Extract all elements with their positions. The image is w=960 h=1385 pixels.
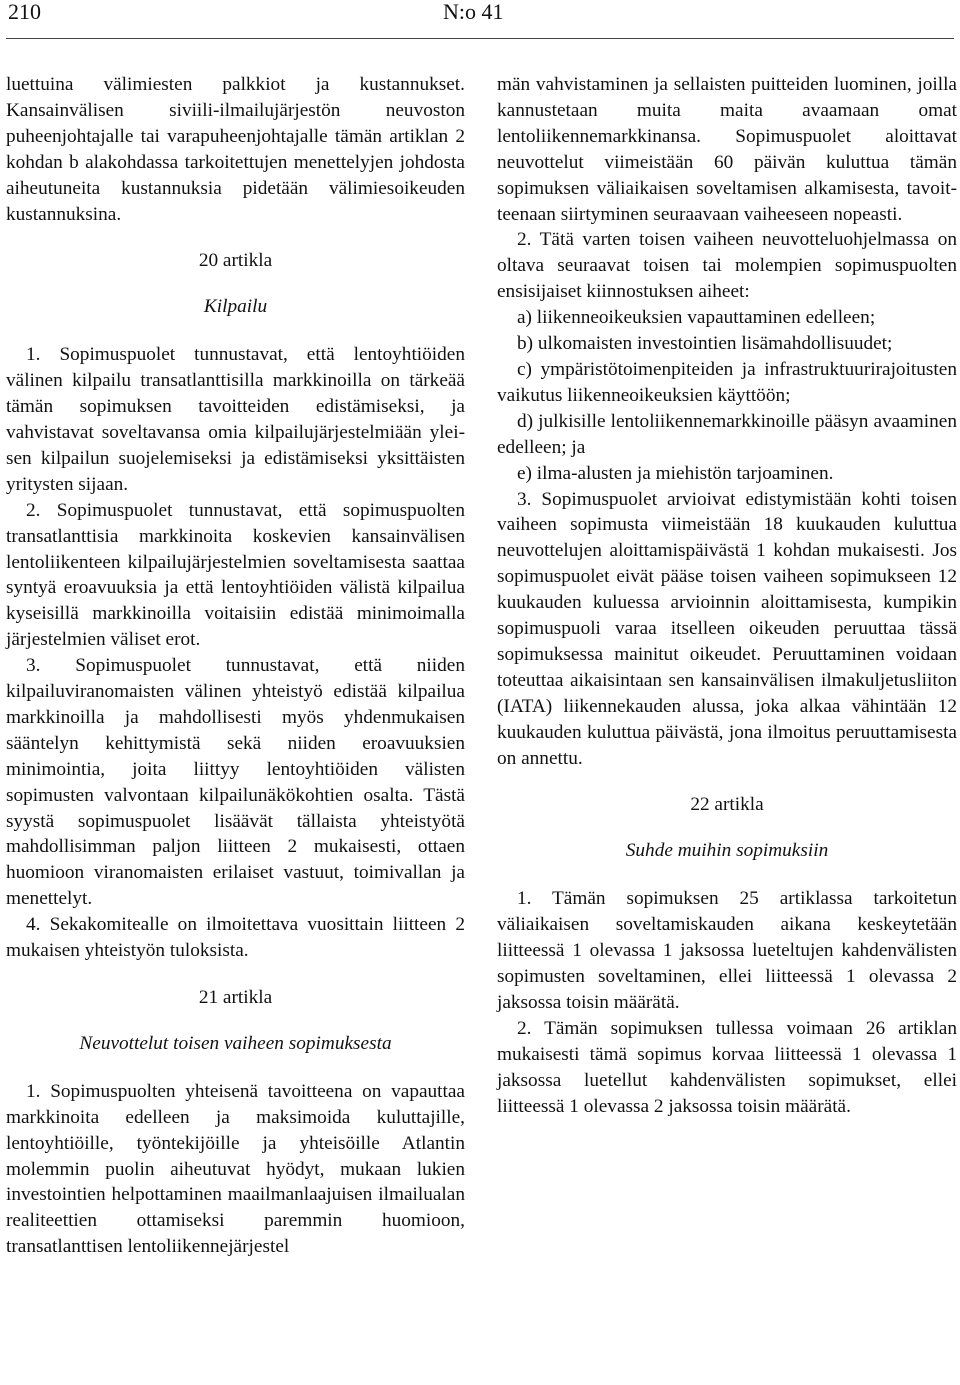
issue-number: N:o 41 [443,0,504,24]
article-21-paragraph-1-continued: män vahvistaminen ja sellaisten puitteiden luominen, joilla kannustetaan muita maita avaamaan omat lentoliikennemarkkinansa. Sopimuspuolet aloittavat neuvottelut viimeistään 60 päivän kuluttua tämän sopimuksen väliaikaisen soveltamisen alkamisesta, tavoitteenaan siirtyminen seuraavaan vaiheeseen nopeasti. [497,74,957,225]
article-20-title: Kilpailu [203,296,268,318]
list-item: b) ulkomaisten investointien lisämahdollisuudet; [517,333,893,355]
article-22-paragraph-2: 2. Tämän sopimuksen tullessa voimaan 26 artiklan mukaisesti tämä sopimus korvaa liitteessä 1 olevassa 1 jaksossa luetellut kahdenvälisten sopimukset, ellei liitteessä 1 olevassa 2 jaksossa toisin määrätä. [497,1017,957,1117]
left-column [6,72,465,1260]
article-21-number: 21 artikla [198,987,273,1008]
header-rule [6,38,954,39]
article-22-title: Suhde muihin sopimuksiin [625,840,829,862]
article-20-paragraph-1: 1. Sopimuspuolet tunnustavat, että lentoyhtiöiden välinen kilpailu transatlanttisilla markkinoilla on tärkeää tämän sopimuksen tavoitteiden edistämiseksi, ja vahvistavat soveltavansa omia kilpailujärjestelmiään yleisen kilpailun suojelemiseksi ja edistämiseksi yksittäisten yritysten sijaan. [6,344,465,495]
paragraph-intro: luettuina välimiesten palkkiot ja kustannukset. Kansainvälisen siviili-ilmailujärjestön neuvoston puheenjohtajalle tai varapuheenjohtajalle tämän artiklan 2 kohdan b alakohdassa tarkoitettujen menettelyjen johdosta aiheutuneita kustannuksia pidetään välimiesoikeuden kustannuksina. [6,74,465,225]
right-column [497,72,957,1119]
article-22-paragraph-1: 1. Tämän sopimuksen 25 artiklassa tarkoitetun väliaikaisen soveltamiskauden aikana keskeytetään liitteessä 1 olevassa 1 jaksossa lueteltujen kahdenvälisten sopimusten soveltaminen, ellei liitteessä 1 olevassa 2 jaksossa toisin määrätä. [497,888,957,1013]
page-header [0,0,960,30]
article-20-paragraph-4: 4. Sekakomitealle on ilmoitettava vuosittain liitteen 2 mukaisen yhteistyön tuloksista. [6,914,465,962]
article-21-paragraph-2: 2. Tätä varten toisen vaiheen neuvotteluohjelmassa on oltava seuraavat toisen tai molempien sopimuspuolten ensisijaiset kiinnostuksen aiheet: [497,229,957,303]
list-item: d) julkisille lentoliikennemarkkinoille pääsyn avaaminen edelleen; ja [497,410,957,458]
list-item: a) liikenneoikeuksien vapauttaminen edelleen; [517,307,876,329]
article-21-title: Neuvottelut toisen vaiheen sopimuksesta [79,1032,392,1054]
article-20-paragraph-3: 3. Sopimuspuolet tunnustavat, että niiden kilpailuviranomaisten välinen yhteistyö edistää kilpailua markkinoilla ja mahdollisesti myös yhdenmukaisen sääntelyn kehittymistä sekä niiden eroavuuksien minimointia, joita liittyy lentoyhtiöiden välisten sopimusten valvontaan kilpailunäkökohtien osalta. Tästä syystä sopimuspuolet lisäävät tällaista yhteistyötä mahdollisimman paljon liitteen 2 mukaisesti, ottaen huomioon viranomaisten erilaiset vastuut, toimivallan ja menettelyt. [6,655,465,910]
list-item: c) ympäristötoimenpiteiden ja infrastruktuurirajoitusten vaikutus liikenneoikeuksien käyttöön; [497,358,957,406]
article-20-number: 20 artikla [198,250,273,272]
page-number: 210 [8,0,41,24]
article-21-paragraph-3: 3. Sopimuspuolet arvioivat edistymistään kohti toisen vaiheen sopimusta viimeistään 18 kuukauden kuluttua neuvottelujen aloittamispäivästä 1 kohdan mukaisesti. Jos sopimuspuolet eivät pääse toisen vaiheen sopimukseen 12 kuukauden kuluessa arvioinnin aloittamisesta, kumpikin sopimuspuoli varaa itselleen oikeuden peruuttaa tässä sopimuksessa mainitut oikeudet. Peruuttaminen voidaan toteuttaa aikaisintaan sen kansainvälisen ilmakuljetusliiton (IATA) liikennekauden alussa, joka alkaa vähintään 12 kuukauden kuluttua päivästä, jona ilmoitus peruuttamisesta on annettu. [497,488,957,769]
article-22-number: 22 artikla [690,794,764,816]
article-20-paragraph-2: 2. Sopimuspuolet tunnustavat, että sopimuspuolten transatlanttisia markkinoita koskevien kansainvälisen lentoliikenteen kilpailujärjestelmien soveltamisesta saattaa syntyä eroavuuksia ja että lentoyhtiöiden välistä kilpailua kyseisillä markkinoilla voitaisiin edistää minimoimalla järjestelmien väliset erot. [6,499,465,651]
list-item: e) ilma-alusten ja miehistön tarjoaminen. [517,462,834,484]
article-21-paragraph-1: 1. Sopimuspuolten yhteisenä tavoitteena on vapauttaa markkinoita edelleen ja maksimoida kuluttajille, lentoyhtiöille, työntekijöille ja yhteisöille Atlantin molemmin puolin aiheutuvat hyödyt, mukaan lukien investointien helpottaminen maailmanlaajuisen ilmailualan realiteettien ottamiseksi paremmin huomioon, transatlanttisen lentoliikennejärjestel [6,1080,465,1258]
